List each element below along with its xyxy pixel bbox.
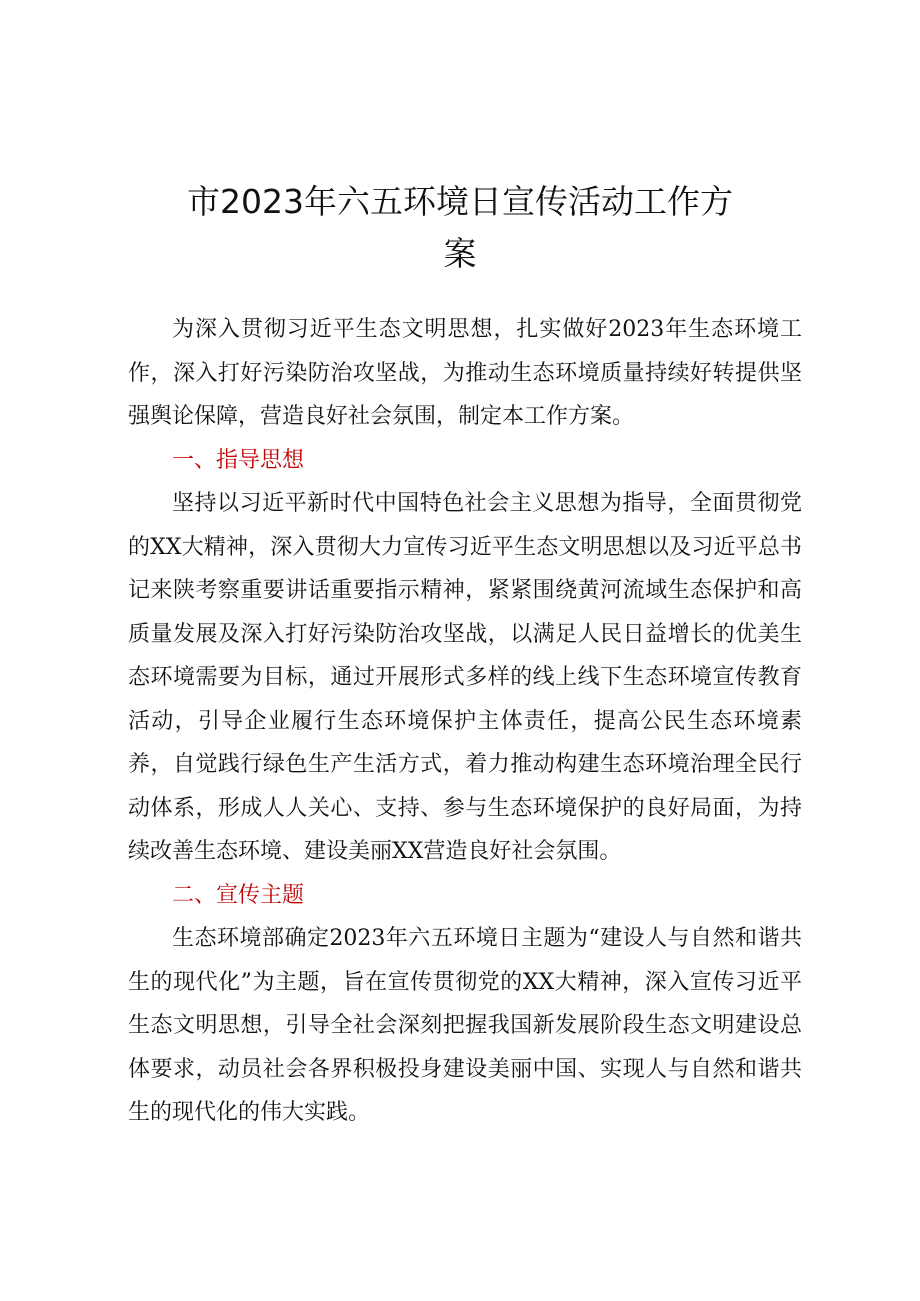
document-body — [128, 308, 802, 1135]
section-heading-theme: 二、宣传主题 — [172, 882, 305, 908]
intro-paragraph: 为深入贯彻习近平生态文明思想，扎实做好2023年生态环境工作，深入打好污染防治攻坚战，为推动生态环境质量持续好转提供坚强舆论保障，营造良好社会氛围，制定本工作方案。 — [128, 317, 802, 429]
section-body-guiding-ideology: 坚持以习近平新时代中国特色社会主义思想为指导，全面贯彻党的XX大精神，深入贯彻大力宣传习近平生态文明思想以及习近平总书记来陕考察重要讲话重要指示精神，紧紧围绕黄河流域生态保护和高质量发展及深入打好污染防治攻坚战，以满足人民日益增长的优美生态环境需要为目标，通过开展形式多样的线上线下生态环境宣传教育活动，引导企业履行生态环境保护主体责任，提高公民生态环境素养，自觉践行绿色生产生活方式，着力推动构建生态环境治理全民行动体系，形成人人关心、支持、参与生态环境保护的良好局面，为持续改善生态环境、建设美丽XX营造良好社会氛围。 — [128, 491, 802, 864]
section-body-theme: 生态环境部确定2023年六五环境日主题为“建设人与自然和谐共生的现代化”为主题，旨在宣传贯彻党的XX大精神，深入宣传习近平生态文明思想，引导全社会深刻把握我国新发展阶段生态文明建设总体要求，动员社会各界积极投身建设美丽中国、实现人与自然和谐共生的现代化的伟大实践。 — [128, 926, 802, 1125]
document-title-line2: 案 — [443, 234, 477, 273]
section-heading-guiding-ideology: 一、指导思想 — [172, 447, 305, 473]
document-title-line1: 市2023年六五环境日宣传活动工作方 — [187, 182, 733, 221]
